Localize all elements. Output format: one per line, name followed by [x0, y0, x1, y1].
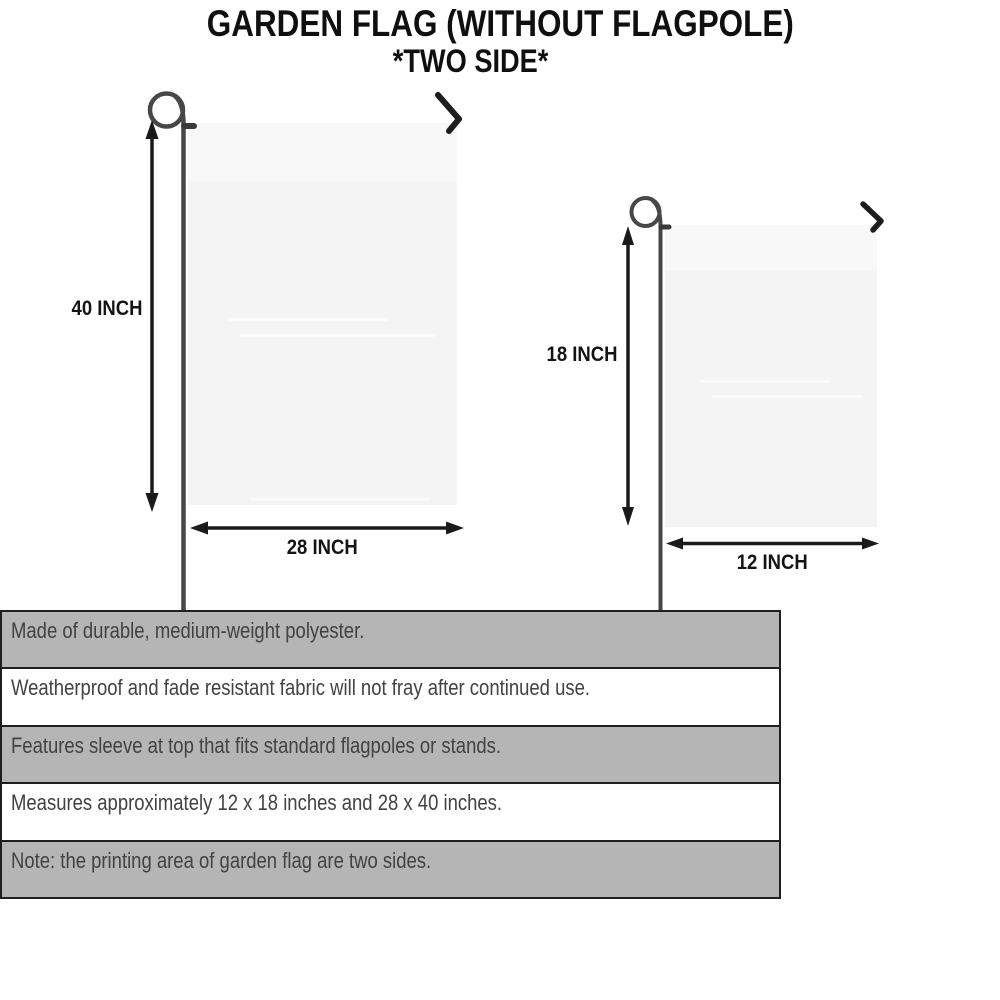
- small-flag-pole: [653, 201, 661, 612]
- arrow-left-icon: [666, 538, 683, 550]
- small-flag-height-label: 18 INCH: [546, 342, 617, 366]
- small-flag-crease: [700, 380, 830, 383]
- title-line-2-text: *TWO SIDE*: [393, 42, 549, 79]
- large-flag-pole: [175, 96, 184, 611]
- large-flag-sleeve: [188, 123, 457, 181]
- large-flag-crease: [250, 498, 430, 501]
- spacer: [509, 243, 628, 509]
- spec-row-sleeve: Features sleeve at top that fits standard flagpoles or stands.: [2, 727, 779, 784]
- spec-row-material: Made of durable, medium-weight polyester.: [2, 612, 779, 669]
- small-flag-crease: [712, 395, 862, 398]
- title-line-1-text: GARDEN FLAG (WITHOUT FLAGPOLE): [206, 3, 794, 44]
- spec-row-note: Note: the printing area of garden flag are two sides.: [2, 842, 779, 897]
- small-flag-width-label: 12 INCH: [736, 550, 808, 574]
- spec-table: [0, 610, 781, 899]
- large-flag-crease: [228, 318, 388, 321]
- arrow-right-icon: [862, 538, 879, 550]
- arrow-down-icon: [622, 507, 634, 526]
- small-flag-pole-loop: [632, 198, 660, 226]
- large-flag-width-label: 28 INCH: [286, 535, 358, 559]
- spec-row-measurements: Measures approximately 12 x 18 inches and 28 x 40 inches.: [2, 784, 779, 841]
- arrow-left-icon: [190, 522, 208, 535]
- small-flag-sleeve: [665, 225, 877, 271]
- arrow-right-icon: [446, 522, 464, 535]
- large-flag-height-label: 40 INCH: [71, 296, 142, 320]
- large-flag-crease: [240, 334, 435, 337]
- arrow-down-icon: [146, 493, 159, 512]
- spec-row-weatherproof: Weatherproof and fade resistant fabric will not fray after continued use.: [2, 669, 779, 726]
- arrow-up-icon: [622, 226, 634, 245]
- large-flag-diagram: [146, 94, 465, 612]
- large-flag-pole-loop: [150, 94, 183, 127]
